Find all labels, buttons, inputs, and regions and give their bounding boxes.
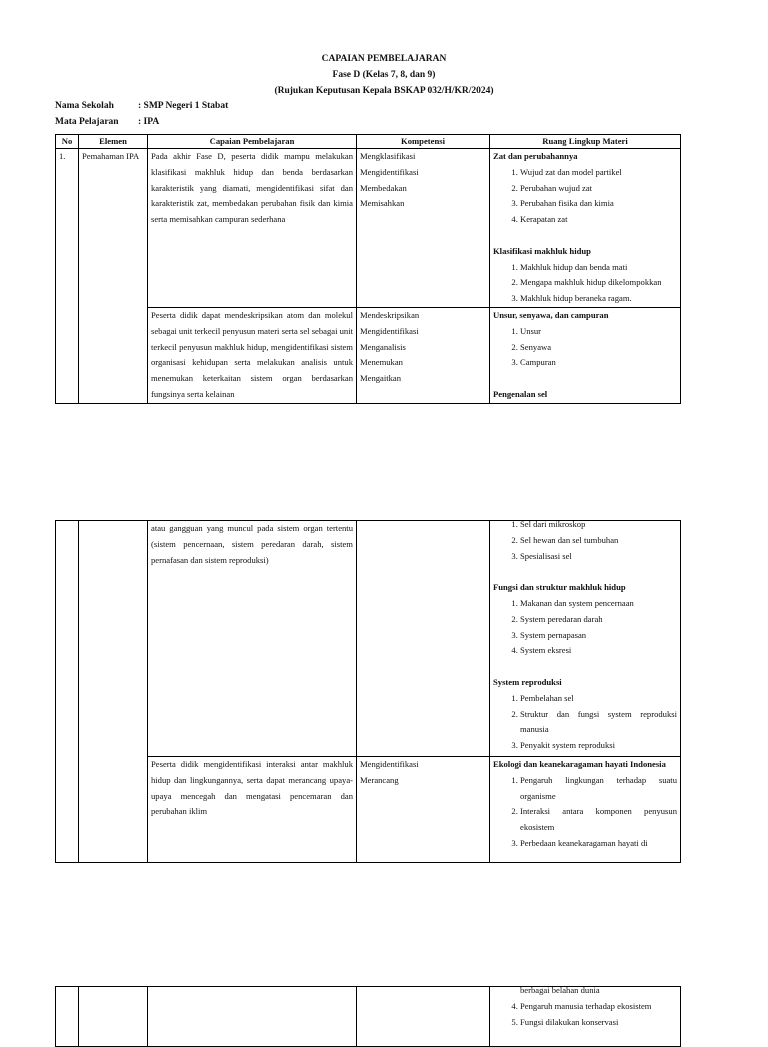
cp-cell: Peserta didik dapat mendeskripsikan atom dan molekul sebagai unit terkecil penyusun materi serta sel sebagai unit terkecil penyusun makhluk hidup, mengidentifikasi sistem organisasi kehidupan serta melakukan analisis untuk menemukan keterkaitan sistem organ berdasarkan fungsinya serta kelainan (148, 307, 357, 403)
subject-value: : IPA (138, 117, 160, 127)
list-item: 2. Struktur dan fungsi system reproduksi manusia (520, 707, 677, 739)
list-item: 1. Wujud zat dan model partikel (520, 165, 677, 181)
kompetensi-cell (357, 757, 490, 863)
kompetensi-item: Mengidentifikasi (360, 166, 419, 177)
header-no: No (56, 135, 79, 149)
list-item: 1. Sel dari mikroskop (520, 517, 677, 533)
list-item: 2. Interaksi antara komponen penyusun ekosistem (520, 804, 677, 836)
materi-heading: Zat dan perubahannya (493, 151, 578, 161)
elemen-cell: Pemahaman IPA (79, 149, 148, 404)
list-item: 3. Perubahan fisika dan kimia (520, 196, 677, 212)
header-ruang-lingkup: Ruang Lingkup Materi (490, 135, 681, 149)
table-header-row (56, 135, 681, 149)
list-item: 1. Unsur (520, 324, 677, 340)
school-label: Nama Sekolah (55, 101, 114, 111)
kompetensi-item: Merancang (360, 774, 399, 785)
school-value: : SMP Negeri 1 Stabat (138, 101, 229, 111)
list-item: 3. Spesialisasi sel (520, 549, 677, 565)
list-item: 4. Kerapatan zat (520, 212, 677, 228)
materi-list (493, 165, 677, 228)
kompetensi-item: Menganalisis (360, 341, 406, 352)
document-reference: (Rujukan Keputusan Kepala BSKAP 032/H/KR/2024) (274, 86, 494, 96)
table-row (56, 521, 681, 757)
materi-list (493, 324, 677, 371)
kompetensi-item: Mengidentifikasi (360, 325, 419, 336)
materi-list (493, 691, 677, 754)
kompetensi-item: Membedakan (360, 182, 407, 193)
cp-table-page2 (55, 520, 681, 863)
list-item: 3. Makhluk hidup beraneka ragam. (520, 291, 677, 307)
list-item: 2. Perubahan wujud zat (520, 181, 677, 197)
materi-heading: System reproduksi (493, 676, 562, 687)
list-item-continued: berbagai belahan dunia (520, 985, 600, 995)
header-kompetensi: Kompetensi (357, 135, 490, 149)
materi-cell (490, 521, 681, 757)
materi-heading: Pengenalan sel (493, 388, 548, 399)
cp-table-page1 (55, 134, 681, 404)
cp-cell: Pada akhir Fase D, peserta didik mampu melakukan klasifikasi makhluk hidup dan benda berdasarkan karakteristik yang diamati, mengidentifikasi sifat dan karakteristik zat, membedakan perubahan fisik dan kimia serta memisahkan campuran sederhana (148, 149, 357, 308)
materi-list (493, 596, 677, 659)
table-row (56, 307, 681, 403)
table-row (56, 149, 681, 308)
list-item: 3. Perbedaan keanekaragaman hayati di (520, 836, 677, 852)
materi-cell (490, 307, 681, 403)
kompetensi-item: Menemukan (360, 357, 403, 368)
materi-heading: Fungsi dan struktur makhluk hidup (493, 582, 626, 593)
materi-list (493, 260, 677, 307)
cp-cell: Peserta didik mengidentifikasi interaksi antar makhluk hidup dan lingkungannya, serta dapat merancang upaya- upaya mencegah dan mengatasi pencemaran dan perubahan iklim (148, 757, 357, 863)
list-item: 3. System pernapasan (520, 628, 677, 644)
cp-table-page3 (55, 986, 681, 1047)
list-item: 2. System peredaran darah (520, 612, 677, 628)
list-item: 1. Pembelahan sel (520, 691, 677, 707)
list-item: 1. Makhluk hidup dan benda mati (520, 260, 677, 276)
header-elemen: Elemen (79, 135, 148, 149)
table-row (56, 757, 681, 863)
list-item: 2. Sel hewan dan sel tumbuhan (520, 533, 677, 549)
kompetensi-cell (357, 307, 490, 403)
kompetensi-item: Mengaitkan (360, 373, 402, 384)
list-item: 2. Mengapa makhluk hidup dikelompokkan (520, 275, 677, 291)
materi-cell (490, 757, 681, 863)
list-item: 4. System eksresi (520, 643, 677, 659)
list-item: 5. Fungsi dilakukan konservasi (520, 1015, 677, 1031)
kompetensi-item: Memisahkan (360, 198, 405, 209)
row-number: 1. (56, 149, 79, 404)
header-capaian: Capaian Pembelajaran (148, 135, 357, 149)
document-subtitle: Fase D (Kelas 7, 8, dan 9) (332, 70, 436, 80)
document-title: CAPAIAN PEMBELAJARAN (321, 54, 447, 64)
materi-heading: Unsur, senyawa, dan campuran (493, 309, 609, 320)
list-item: 1. Pengaruh lingkungan terhadap suatu organisme (520, 773, 677, 805)
list-item: 4. Pengaruh manusia terhadap ekosistem (520, 999, 677, 1015)
materi-cell (490, 987, 681, 1047)
kompetensi-item: Mengidentifikasi (360, 759, 419, 769)
materi-heading: Ekologi dan keanekaragaman hayati Indonesia (493, 759, 666, 769)
cp-cell: atau gangguan yang muncul pada sistem organ tertentu (sistem pencernaan, sistem peredaran darah, sistem pernafasan dan sistem reproduksi) (148, 521, 357, 757)
materi-list (493, 773, 677, 852)
materi-list (493, 999, 677, 1031)
kompetensi-cell (357, 149, 490, 308)
subject-label: Mata Pelajaran (55, 117, 119, 127)
materi-heading: Klasifikasi makhluk hidup (493, 245, 591, 256)
materi-cell (490, 149, 681, 308)
materi-list (493, 517, 677, 564)
list-item: 1. Makanan dan system pencernaan (520, 596, 677, 612)
list-item: 3. Penyakit system reproduksi (520, 738, 677, 754)
list-item: 2. Senyawa (520, 340, 677, 356)
list-item: 3. Campuran (520, 355, 677, 371)
table-row (56, 987, 681, 1047)
kompetensi-item: Mengklasifikasi (360, 151, 416, 161)
kompetensi-item: Mendeskripsikan (360, 309, 420, 320)
